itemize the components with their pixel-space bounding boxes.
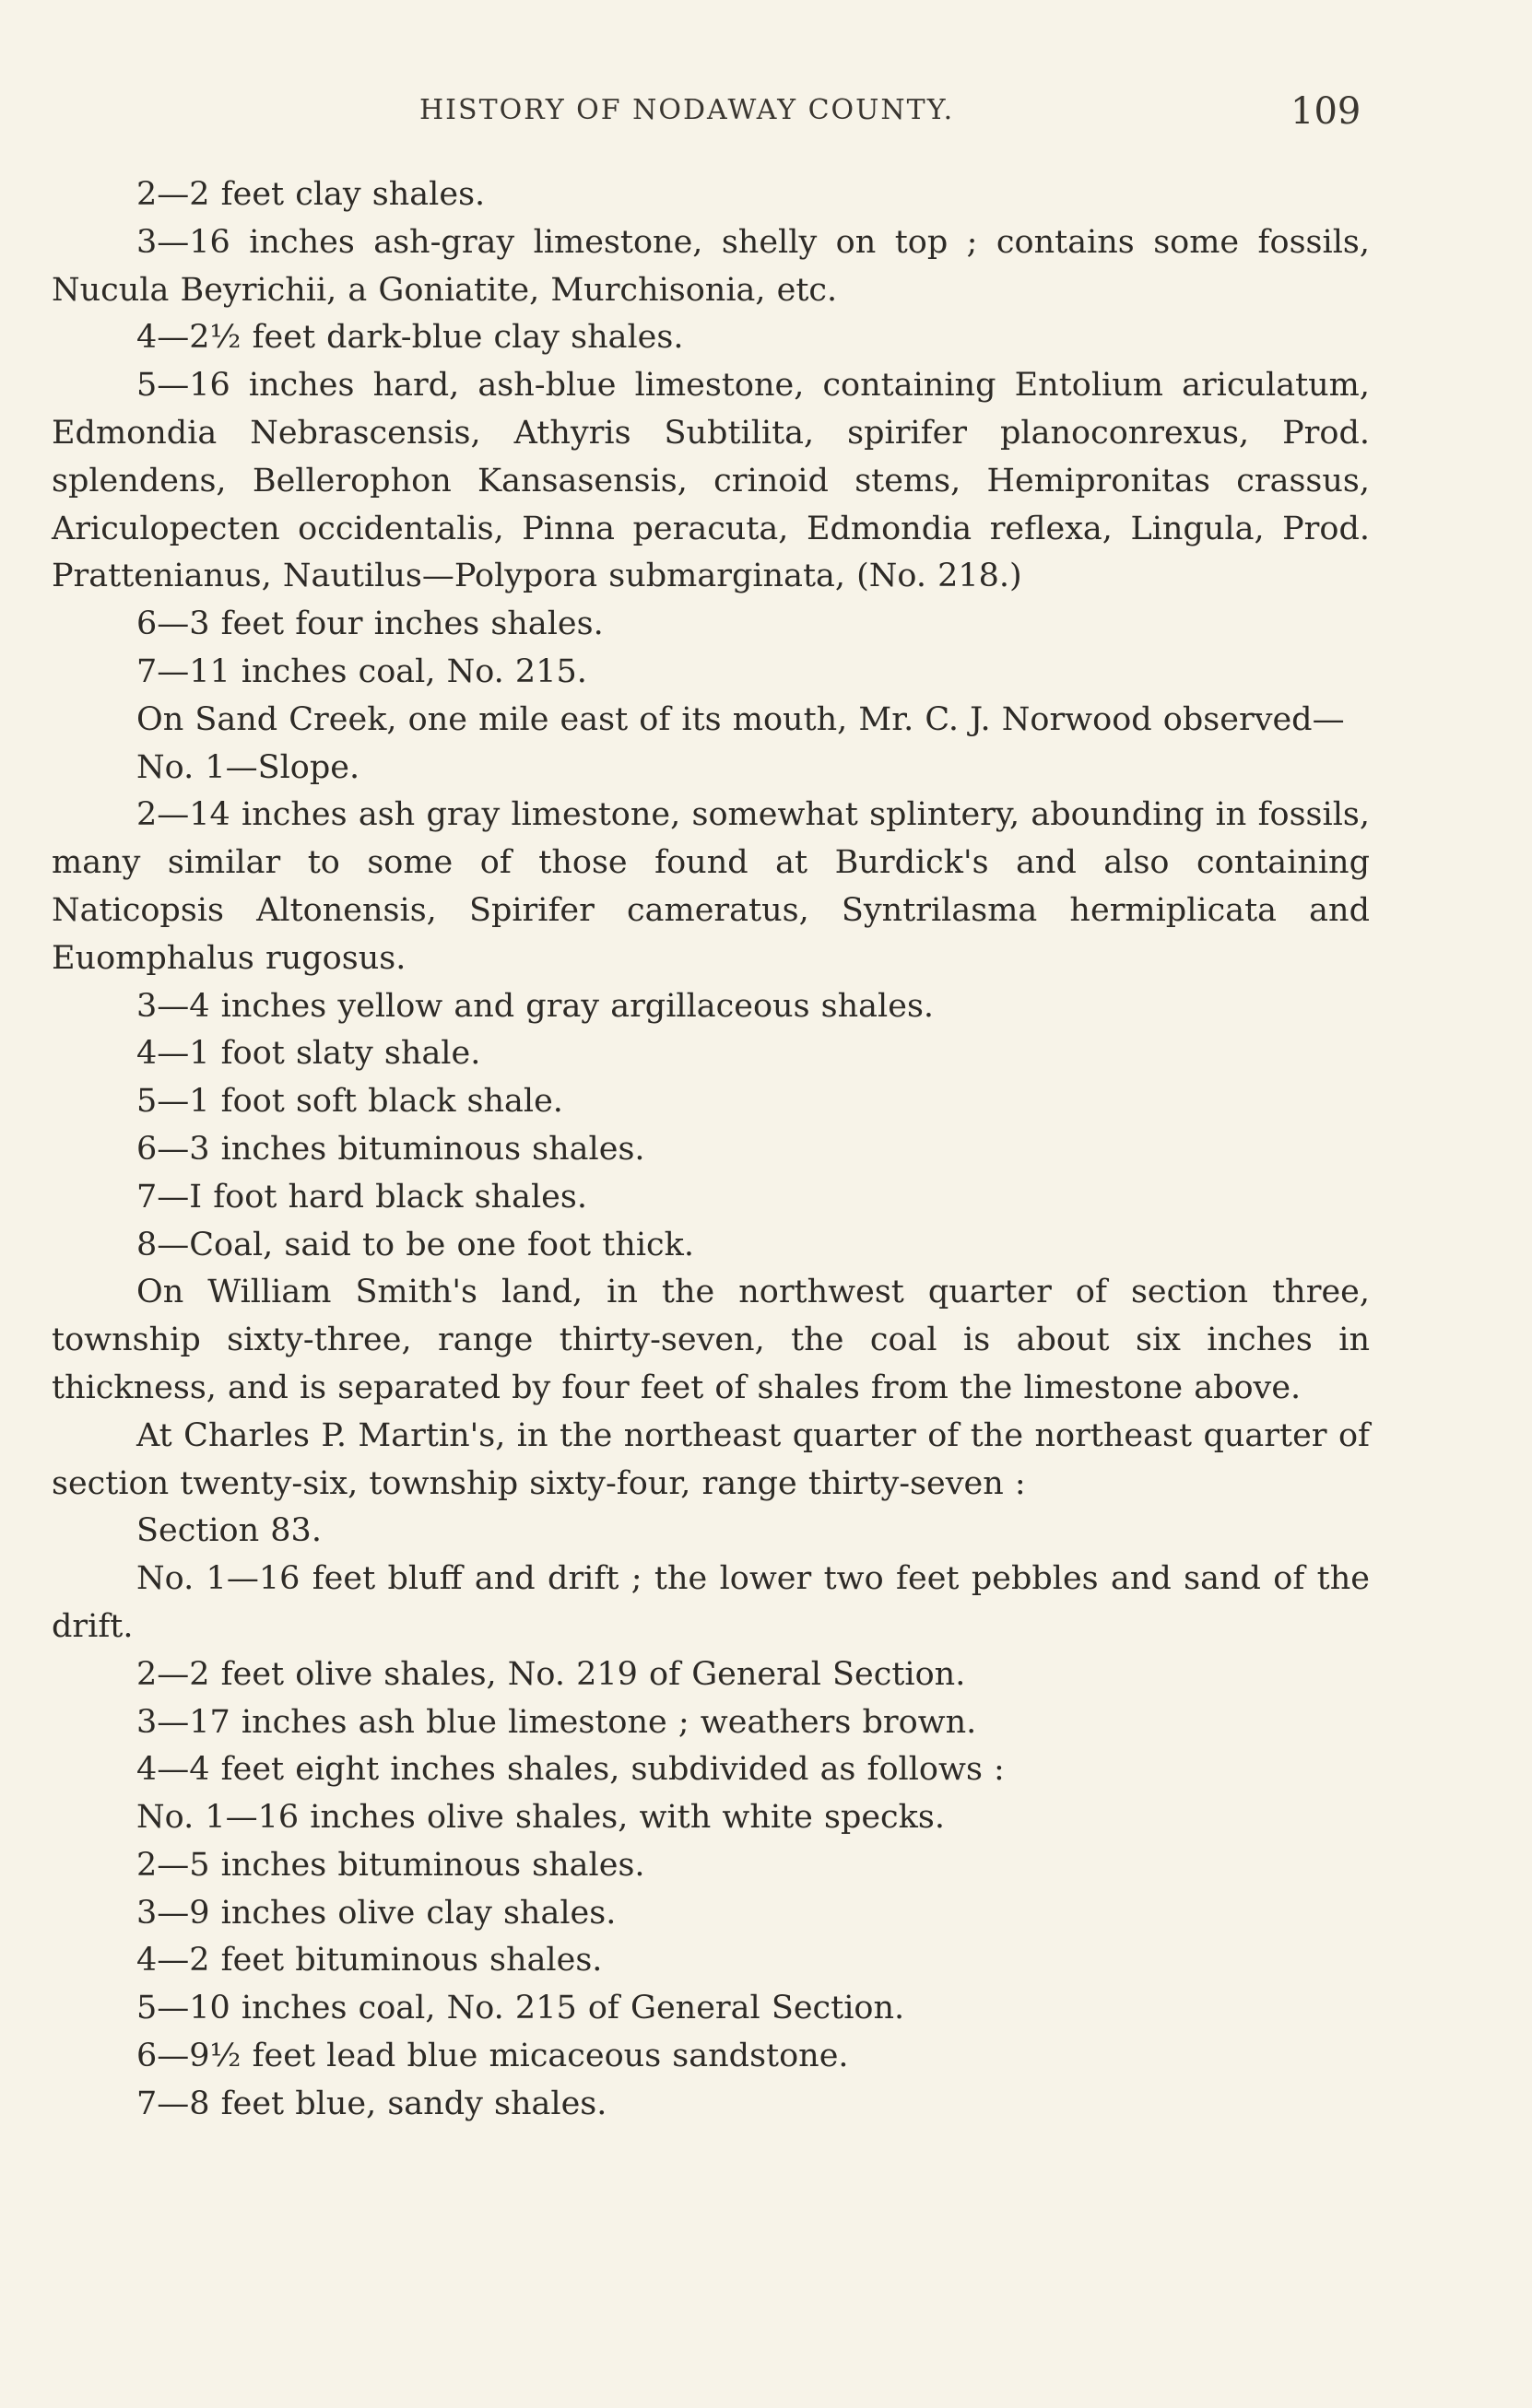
paragraph: 5—16 inches hard, ash-blue limestone, containing Entolium ariculatum, Edmondia Nebrascensis, Athyris Subtilita, spirifer planoconrexus, Prod. splendens, Bellerophon Kansasensis, crinoid stems, Hemipronitas crassus, Ariculopecten occidentalis, Pinna peracuta, Edmondia reflexa, Lingula, Prod. Prattenianus, Nautilus—Polypora submarginata, (No. 218.) bbox=[52, 367, 1370, 595]
paragraph: 5—1 foot soft black shale. bbox=[136, 1083, 563, 1121]
body-text bbox=[52, 171, 1370, 2129]
paragraph: 4—1 foot slaty shale. bbox=[136, 1035, 481, 1073]
paragraph: 6—9½ feet lead blue micaceous sandstone. bbox=[136, 2038, 849, 2075]
paragraph: 2—2 feet clay shales. bbox=[136, 176, 486, 213]
paragraph: 7—I foot hard black shales. bbox=[136, 1178, 587, 1216]
paragraph: On William Smith's land, in the northwest quarter of section three, township sixty-three, range thirty-seven, the coal is about six inches in thickness, and is separated by four feet of shales from the limestone above. bbox=[52, 1274, 1370, 1406]
paragraph: 4—4 feet eight inches shales, subdivided as follows : bbox=[136, 1751, 1005, 1789]
paragraph: 3—16 inches ash-gray limestone, shelly on top ; contains some fossils, Nucula Beyrichii, a Goniatite, Murchisonia, etc. bbox=[52, 223, 1370, 309]
paragraph: 3—9 inches olive clay shales. bbox=[136, 1894, 617, 1932]
paragraph: 8—Coal, said to be one foot thick. bbox=[136, 1226, 694, 1263]
paragraph: 2—2 feet olive shales, No. 219 of General Section. bbox=[136, 1655, 966, 1693]
paragraph: Section 83. bbox=[136, 1512, 322, 1550]
paragraph: 3—17 inches ash blue limestone ; weathers brown. bbox=[136, 1703, 977, 1741]
paragraph: No. 1—16 feet bluff and drift ; the lower two feet pebbles and sand of the drift. bbox=[52, 1560, 1370, 1645]
page-header bbox=[0, 90, 1532, 149]
paragraph: 6—3 feet four inches shales. bbox=[136, 605, 604, 643]
paragraph: 2—14 inches ash gray limestone, somewhat splintery, abounding in fossils, many similar to some of those found at Burdick's and also containing Naticopsis Altonensis, Spirifer cameratus, Syntrilasma hermiplicata and Euomphalus rugosus. bbox=[52, 796, 1370, 977]
paragraph: 3—4 inches yellow and gray argillaceous shales. bbox=[136, 987, 935, 1025]
paragraph: No. 1—16 inches olive shales, with white specks. bbox=[136, 1799, 945, 1837]
paragraph: 2—5 inches bituminous shales. bbox=[136, 1846, 645, 1884]
paragraph: No. 1—Slope. bbox=[136, 748, 360, 786]
paragraph: 7—11 inches coal, No. 215. bbox=[136, 652, 587, 690]
paragraph: At Charles P. Martin's, in the northeast quarter of the northeast quarter of section twenty-six, township sixty-four, range thirty-seven : bbox=[52, 1416, 1370, 1502]
paragraph: 6—3 inches bituminous shales. bbox=[136, 1130, 645, 1168]
page-number: 109 bbox=[1290, 90, 1361, 133]
paragraph: 7—8 feet blue, sandy shales. bbox=[136, 2085, 607, 2122]
running-head: HISTORY OF NODAWAY COUNTY. bbox=[419, 94, 955, 126]
paragraph: 4—2 feet bituminous shales. bbox=[136, 1942, 603, 1979]
paragraph: On Sand Creek, one mile east of its mouth, Mr. C. J. Norwood observed— bbox=[136, 700, 1345, 738]
paragraph: 5—10 inches coal, No. 215 of General Section. bbox=[136, 1990, 905, 2027]
paragraph: 4—2½ feet dark-blue clay shales. bbox=[136, 319, 684, 357]
